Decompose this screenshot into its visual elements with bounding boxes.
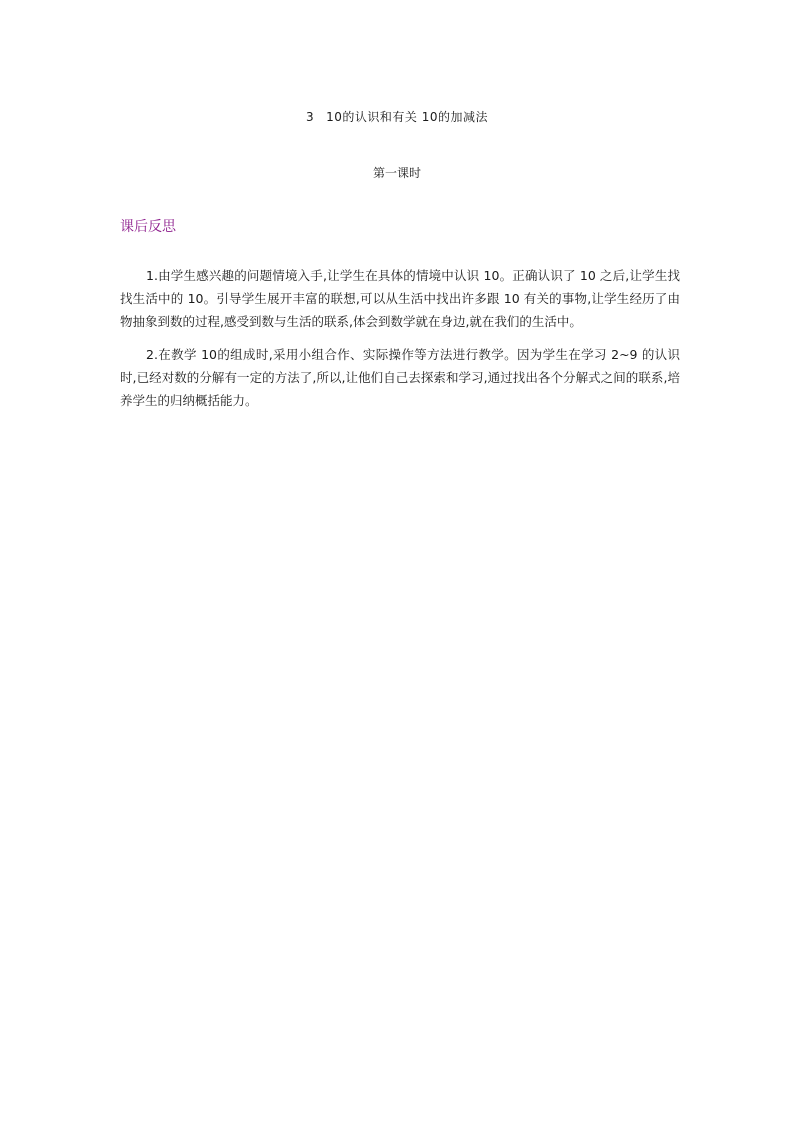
reflection-body — [120, 264, 680, 422]
lesson-title — [0, 108, 794, 125]
reflection-paragraph-1: 1.由学生感兴趣的问题情境入手,让学生在具体的情境中认识 10。正确认识了 10 之后,让学生找找生活中的 10。引导学生展开丰富的联想,可以从生活中找出许多跟 10 有关的事物,让学生经历了由物抽象到数的过程,感受到数与生活的联系,体会到数学就在身边,就在我们的生活中。 — [120, 268, 680, 329]
lesson-number: 3 — [306, 110, 315, 124]
reflection-paragraph-2: 2.在教学 10的组成时,采用小组合作、实际操作等方法进行教学。因为学生在学习 2~9 的认识时,已经对数的分解有一定的方法了,所以,让他们自己去探索和学习,通过找出各个分解式之间的联系,培养学生的归纳概括能力。 — [120, 347, 680, 408]
section-heading: 课后反思 — [120, 219, 176, 235]
lesson-title-text: 10的认识和有关 10的加减法 — [326, 110, 488, 124]
lesson-subtitle: 第一课时 — [372, 166, 421, 180]
